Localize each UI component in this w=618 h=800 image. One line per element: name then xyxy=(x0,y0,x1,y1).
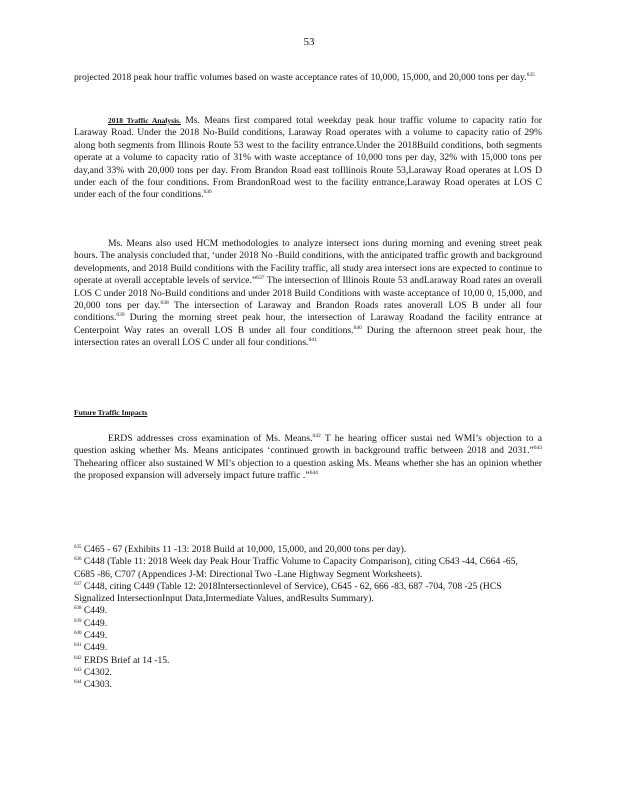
footnote xyxy=(74,618,534,630)
footnote-ref: 637 xyxy=(256,275,265,282)
footnote-text: C449. xyxy=(83,605,108,617)
paragraph-text: ERDS addresses cross examination of Ms. Means. xyxy=(108,433,313,444)
paragraph-text: During the afternoon street peak hour, the intersection rates an overall LOS C under all four conditions. xyxy=(74,324,542,349)
footnote-text: C4303. xyxy=(83,679,112,691)
footnote-ref: 635 xyxy=(526,71,535,78)
paragraph-text: The intersection of Laraway and Brandon Roads rates anoverall LOS B under all four conditions. xyxy=(74,300,542,324)
paragraph-text: T he hearing officer sustai ned WMI’s objection to a question asking whether Ms. Means anticipates ‘continued growth in background traffic between 2018 and 2031.” xyxy=(74,433,542,457)
footnote-number: 639 xyxy=(74,618,82,624)
paragraph-text: projected 2018 peak hour traffic volumes based on waste acceptance rates of 10,000, 15,000, and 20,000 tons per day. xyxy=(74,72,527,83)
page-number: 53 xyxy=(303,36,315,48)
footnote-number: 641 xyxy=(74,643,82,649)
section-heading: Future Traffic Impacts xyxy=(74,408,148,417)
footnote-number: 636 xyxy=(74,557,82,563)
footnote xyxy=(74,581,534,606)
paragraph-2018-analysis xyxy=(74,115,542,202)
footnote-ref: 641 xyxy=(308,337,317,344)
paragraph-text: Thehearing officer also sustained W MI’s objection to a question asking Ms. Means whether she has an opinion whether the proposed expansion will adversely impact future traffic .” xyxy=(74,457,542,482)
paragraph-text: The intersection of Illinois Route 53 andLaraway Road rates an overall LOS C under 2018 No-Build conditions and under 2018 Build Conditions with waste acceptance of 10,00 0, 15,000, and 20,000 tons per day. xyxy=(74,275,542,312)
footnote-number: 635 xyxy=(74,544,82,550)
footnote-ref: 639 xyxy=(116,312,125,319)
footnote-ref: 642 xyxy=(312,432,321,439)
footnote-number: 640 xyxy=(74,630,82,636)
footnote-number: 638 xyxy=(74,606,82,612)
paragraph-hcm-methodologies xyxy=(74,238,542,350)
footnote-text: C4302. xyxy=(83,666,112,678)
footnote-text: ERDS Brief at 14 -15. xyxy=(83,654,170,666)
footnote-ref: 643 xyxy=(533,445,542,452)
footnote xyxy=(74,667,534,679)
footnote-text: C465 - 67 (Exhibits 11 -13: 2018 Build at 10,000, 15,000, and 20,000 tons per day). xyxy=(83,544,407,555)
footnote-ref: 638 xyxy=(160,299,169,306)
paragraph-future-impacts xyxy=(74,433,542,483)
inline-heading: 2018 Traffic Analysis. xyxy=(108,116,181,125)
footnote xyxy=(74,642,534,654)
footnote xyxy=(74,679,534,691)
footnote-text: C448, citing C449 (Table 12: 2018Intersectionlevel of Service), C645 - 62, 666 -83, 687 -704, 708 -25 (HCS Signalized IntersectionInput Data,Intermediate Values, andResults Summary). xyxy=(74,580,502,605)
footnote-text: C449. xyxy=(83,617,108,629)
footnotes xyxy=(74,544,534,692)
footnote xyxy=(74,605,534,617)
footnote xyxy=(74,556,534,581)
footnote-ref: 644 xyxy=(309,470,318,477)
paragraph-text: During the morning street peak hour, the intersection of Laraway Roadand the facility entrance at Centerpoint Way rates an overall LOS B under all four conditions. xyxy=(74,312,542,336)
footnote xyxy=(74,655,534,667)
footnote xyxy=(74,544,534,556)
footnote-ref: 636 xyxy=(203,189,212,196)
footnote-text: C449. xyxy=(83,642,108,654)
footnote-number: 643 xyxy=(74,667,82,673)
footnote-number: 637 xyxy=(74,581,82,587)
footnote-number: 642 xyxy=(74,655,82,661)
footnote-text: C448 (Table 11: 2018 Week day Peak Hour Traffic Volume to Capacity Comparison), citing C643 -44, C664 -65, C685 -86, C707 (Appendices J-M: Directional Two -Lane Highway Segment Worksheets). xyxy=(74,556,518,580)
paragraph-volumes xyxy=(74,72,542,84)
footnote xyxy=(74,630,534,642)
footnote-text: C449. xyxy=(83,630,108,642)
footnote-ref: 640 xyxy=(353,324,362,331)
footnote-number: 644 xyxy=(74,680,82,686)
paragraph-text: Ms. Means first compared total weekday peak hour traffic volume to capacity ratio for Laraway Road. Under the 2018 No-Build conditions, Laraway Road operates with a volume to capacity ratio of 29% along both segments from Illinois Route 53 west to the facility entrance.Under the 2018Build conditions, both segments operate at a volume to capacity ratio of 31% with waste acceptance of 10,000 tons per day, 32% with 15,000 tons per day,and 33% with 20,000 tons per day. From Brandon Road east toIllinois Route 53,Laraway Road operates at LOS D under each of the four conditions. From BrandonRoad west to the facility entrance,Laraway Road operates at LOS C under each of the four conditions. xyxy=(74,115,543,201)
paragraph-text: Ms. Means also used HCM methodologies to analyze intersect ions during morning and evening street peak hours. The analysis concluded that, ‘under 2018 No -Build conditions, with the anticipated traffic growth and background developments, and 2018 Build conditions with the Facility traffic, all study area intersect ions are expected to continue to operate at overall acceptable levels of service.” xyxy=(74,238,542,287)
